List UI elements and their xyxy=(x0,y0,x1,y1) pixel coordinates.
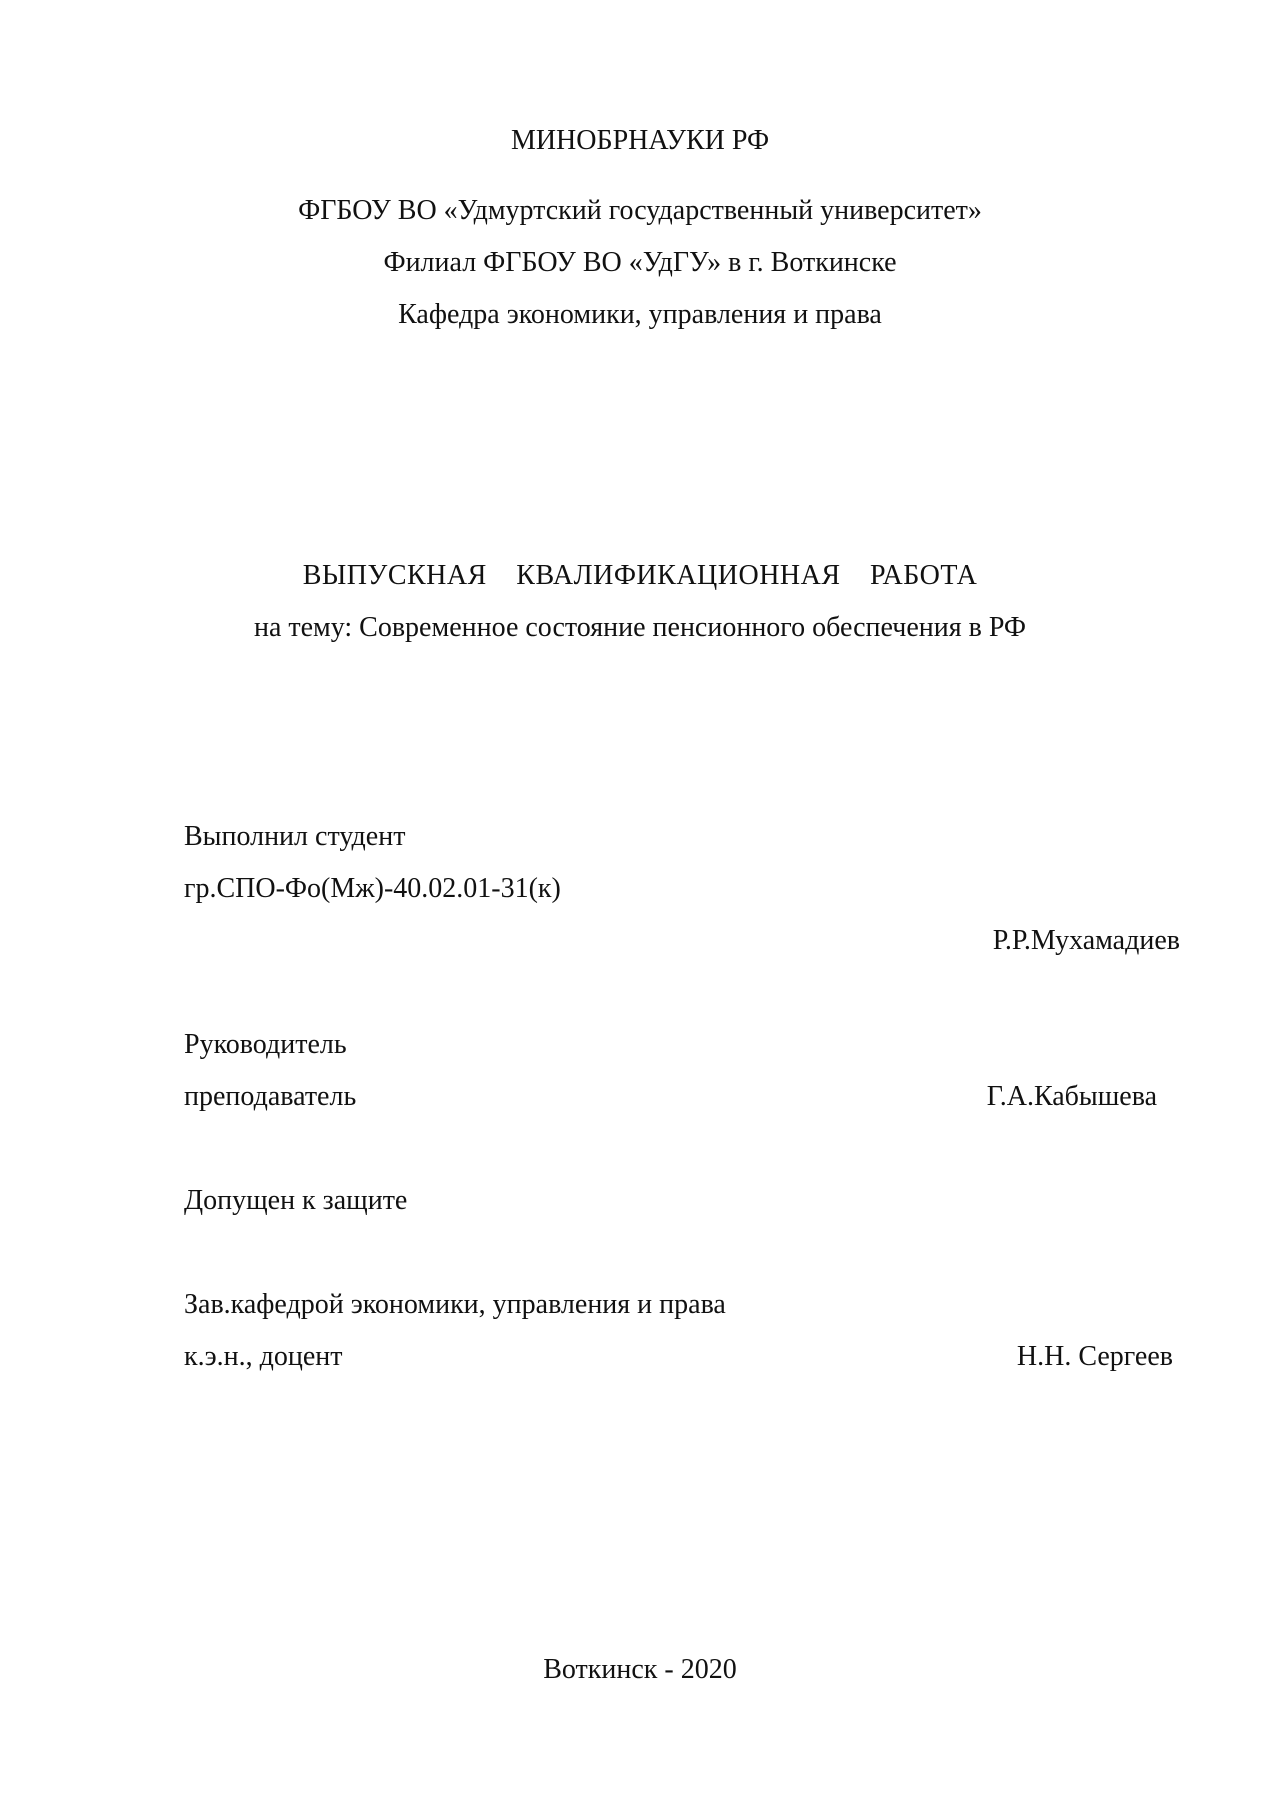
branch-line: Филиал ФГБОУ ВО «УдГУ» в г. Воткинске xyxy=(383,247,897,278)
student-name: Р.Р.Мухамадиев xyxy=(992,925,1180,956)
work-type-title: ВЫПУСКНАЯ КВАЛИФИКАЦИОННАЯ РАБОТА xyxy=(302,560,978,591)
department-line: Кафедра экономики, управления и права xyxy=(398,299,882,330)
supervisor-label: Руководитель xyxy=(184,1029,347,1060)
supervisor-position: преподаватель xyxy=(184,1081,357,1112)
head-position: к.э.н., доцент xyxy=(184,1341,343,1372)
student-group: гр.СПО-Фо(Мж)-40.02.01-31(к) xyxy=(184,873,561,904)
supervisor-name: Г.А.Кабышева xyxy=(986,1081,1157,1112)
ministry-line: МИНОБРНАУКИ РФ xyxy=(510,125,770,156)
student-label: Выполнил студент xyxy=(184,821,406,852)
admission-label: Допущен к защите xyxy=(184,1185,408,1216)
head-name: Н.Н. Сергеев xyxy=(1016,1341,1173,1372)
university-line: ФГБОУ ВО «Удмуртский государственный университет» xyxy=(298,195,982,226)
head-label: Зав.кафедрой экономики, управления и права xyxy=(184,1289,726,1320)
city-year: Воткинск - 2020 xyxy=(543,1654,737,1685)
work-topic: на тему: Современное состояние пенсионного обеспечения в РФ xyxy=(253,612,1027,643)
